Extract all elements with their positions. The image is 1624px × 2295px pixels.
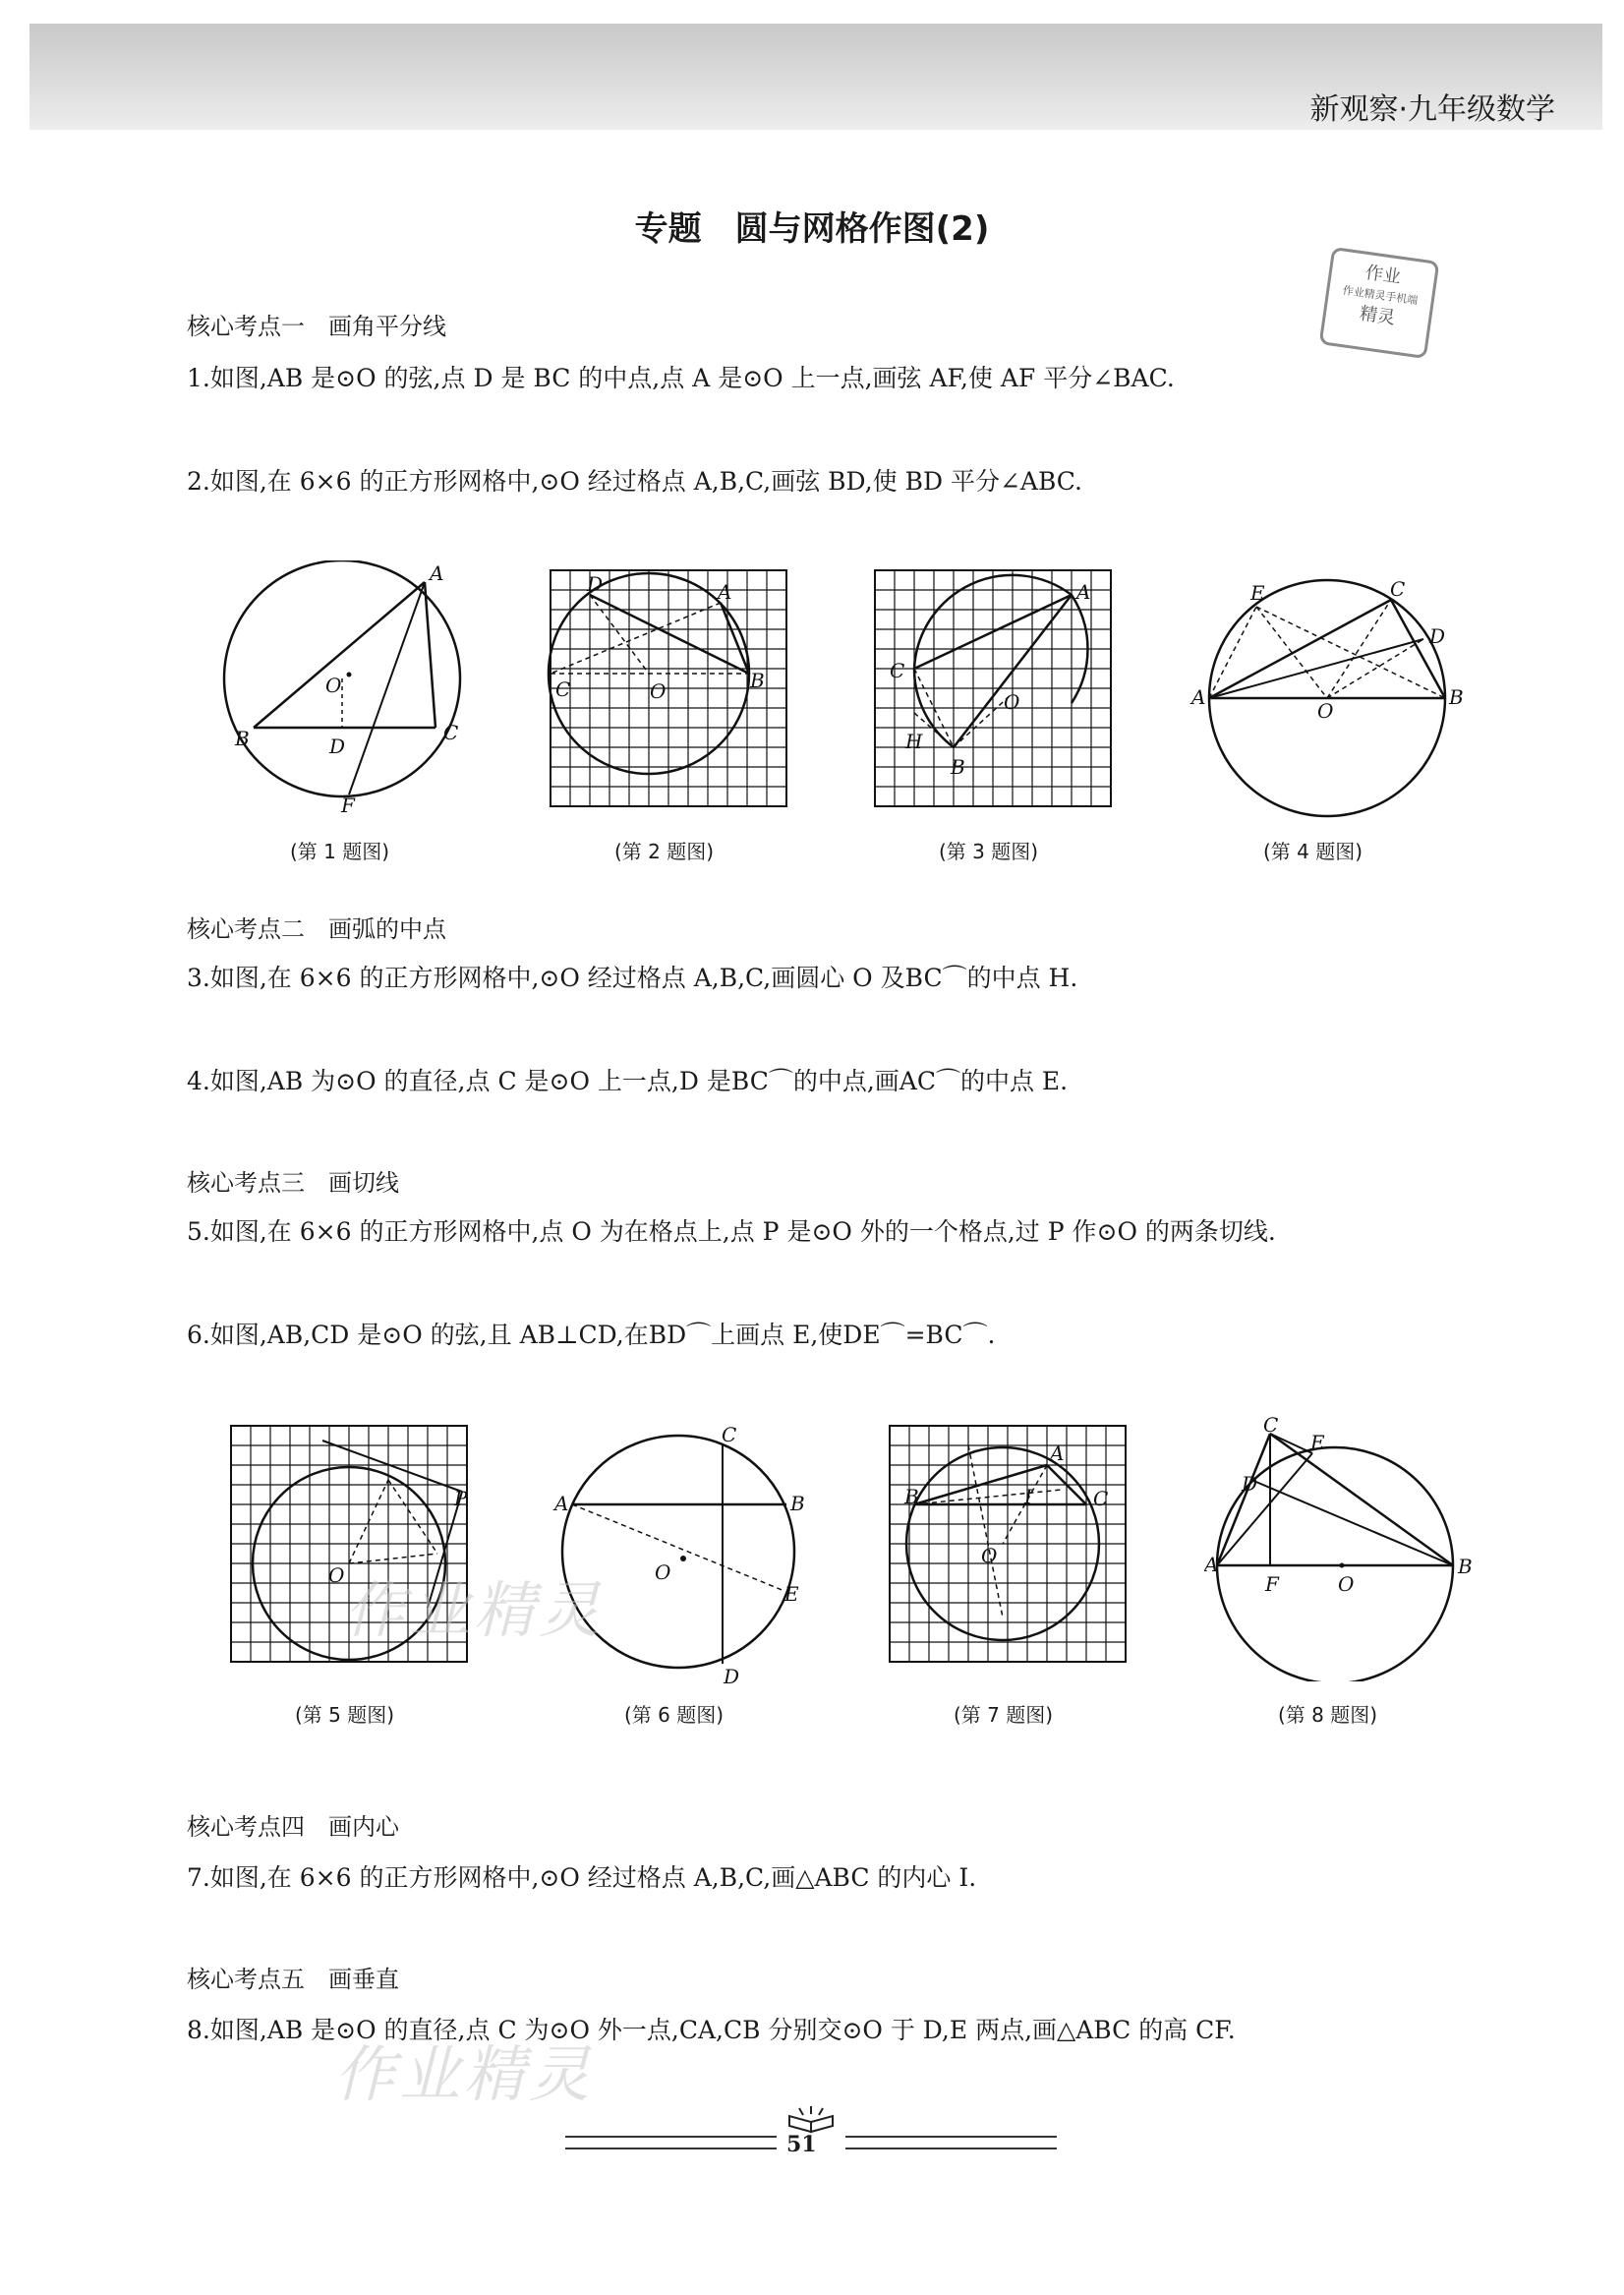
footer-rule-left	[565, 2136, 777, 2138]
page-number: 51	[786, 2132, 817, 2157]
problem-6: 6.如图,AB,CD 是⊙O 的弦,且 AB⊥CD,在BD⌒上画点 E,使DE⌒=BC⌒.	[187, 1321, 996, 1349]
problem-2: 2.如图,在 6×6 的正方形网格中,⊙O 经过格点 A,B,C,画弦 BD,使 BD 平分∠ABC.	[187, 467, 1082, 496]
label-A: A	[1204, 1553, 1219, 1576]
label-B: B	[1458, 1555, 1473, 1578]
watermark: 作业精灵	[344, 1574, 605, 1646]
label-O: O	[325, 674, 342, 697]
label-D: D	[724, 1665, 740, 1686]
caption-8: (第 8 题图)	[1278, 1703, 1378, 1727]
problem-1: 1.如图,AB 是⊙O 的弦,点 D 是 BC 的中点,点 A 是⊙O 上一点,画弦 AF,使 AF 平分∠BAC.	[187, 364, 1175, 392]
label-O: O	[981, 1544, 998, 1567]
figure-3	[870, 565, 1126, 816]
stamp-line: 精灵	[1358, 303, 1397, 329]
section-heading: 核心考点三 画切线	[187, 1169, 399, 1197]
label-E: E	[784, 1582, 799, 1606]
problem-5: 5.如图,在 6×6 的正方形网格中,点 O 为在格点上,点 P 是⊙O 外的一个格点,过 P 作⊙O 的两条切线.	[187, 1217, 1276, 1246]
label-C: C	[443, 721, 459, 744]
watermark: 作业精灵	[334, 2038, 595, 2110]
problem-7: 7.如图,在 6×6 的正方形网格中,⊙O 经过格点 A,B,C,画△ABC 的内心 I.	[187, 1863, 977, 1892]
label-A: A	[554, 1492, 569, 1515]
figure-2	[546, 565, 801, 816]
book-ornament-icon	[782, 2104, 841, 2134]
footer-rule-right	[845, 2136, 1057, 2138]
label-E: E	[1310, 1431, 1325, 1454]
figure-7	[885, 1421, 1140, 1667]
label-A: A	[1076, 580, 1091, 604]
label-B: B	[750, 669, 765, 692]
caption-4: (第 4 题图)	[1263, 840, 1363, 863]
label-A: A	[1191, 685, 1206, 709]
caption-5: (第 5 题图)	[295, 1703, 395, 1727]
label-D: D	[1429, 624, 1446, 648]
section-heading: 核心考点四 画内心	[187, 1813, 399, 1841]
label-P: P	[454, 1487, 468, 1510]
label-D: D	[587, 572, 604, 596]
problem-4: 4.如图,AB 为⊙O 的直径,点 C 是⊙O 上一点,D 是BC⌒的中点,画AC⌒的中点 E.	[187, 1067, 1069, 1095]
label-A: A	[430, 561, 444, 585]
figure-8	[1204, 1416, 1479, 1681]
label-A: A	[718, 580, 732, 604]
header-title: 新观察·九年级数学	[1309, 92, 1555, 127]
section-heading: 核心考点二 画弧的中点	[187, 915, 446, 943]
label-O: O	[1004, 690, 1020, 714]
label-C: C	[1390, 577, 1406, 601]
section-heading: 核心考点五 画垂直	[187, 1966, 399, 1993]
caption-7: (第 7 题图)	[954, 1703, 1054, 1727]
label-C: C	[1093, 1487, 1109, 1510]
label-B: B	[904, 1485, 919, 1508]
stamp-line: 作业	[1363, 262, 1403, 288]
label-B: B	[790, 1492, 805, 1515]
footer-rule-left	[565, 2148, 777, 2149]
label-O: O	[1317, 699, 1334, 723]
label-I: I	[1024, 1485, 1032, 1508]
label-O: O	[328, 1563, 345, 1587]
section-heading: 核心考点一 画角平分线	[187, 313, 446, 340]
label-F: F	[1265, 1572, 1279, 1596]
label-B: B	[235, 727, 250, 750]
label-C: C	[1263, 1416, 1279, 1437]
problem-3: 3.如图,在 6×6 的正方形网格中,⊙O 经过格点 A,B,C,画圆心 O 及BC⌒的中点 H.	[187, 964, 1078, 992]
stamp	[1319, 247, 1440, 359]
label-D: D	[1242, 1472, 1258, 1496]
label-D: D	[329, 735, 346, 758]
label-A: A	[1050, 1442, 1065, 1465]
label-C: C	[890, 659, 905, 682]
label-H: H	[905, 730, 923, 753]
figure-1	[211, 560, 487, 826]
footer-rule-right	[845, 2148, 1057, 2149]
label-E: E	[1250, 581, 1265, 605]
label-O: O	[655, 1560, 671, 1584]
problem-8: 8.如图,AB 是⊙O 的直径,点 C 为⊙O 外一点,CA,CB 分别交⊙O 于 D,E 两点,画△ABC 的高 CF.	[187, 2016, 1236, 2044]
caption-1: (第 1 题图)	[290, 840, 390, 863]
page-title: 专题 圆与网格作图(2)	[634, 209, 990, 249]
caption-3: (第 3 题图)	[939, 840, 1039, 863]
label-B: B	[951, 755, 965, 779]
figure-4	[1189, 570, 1475, 821]
stamp-line: 作业精灵手机端	[1342, 283, 1420, 308]
label-C: C	[555, 677, 571, 701]
label-F: F	[341, 794, 355, 817]
caption-2: (第 2 题图)	[614, 840, 715, 863]
caption-6: (第 6 题图)	[624, 1703, 725, 1727]
label-O: O	[1338, 1572, 1355, 1596]
label-O: O	[650, 679, 667, 703]
label-B: B	[1449, 685, 1464, 709]
label-C: C	[722, 1426, 737, 1446]
